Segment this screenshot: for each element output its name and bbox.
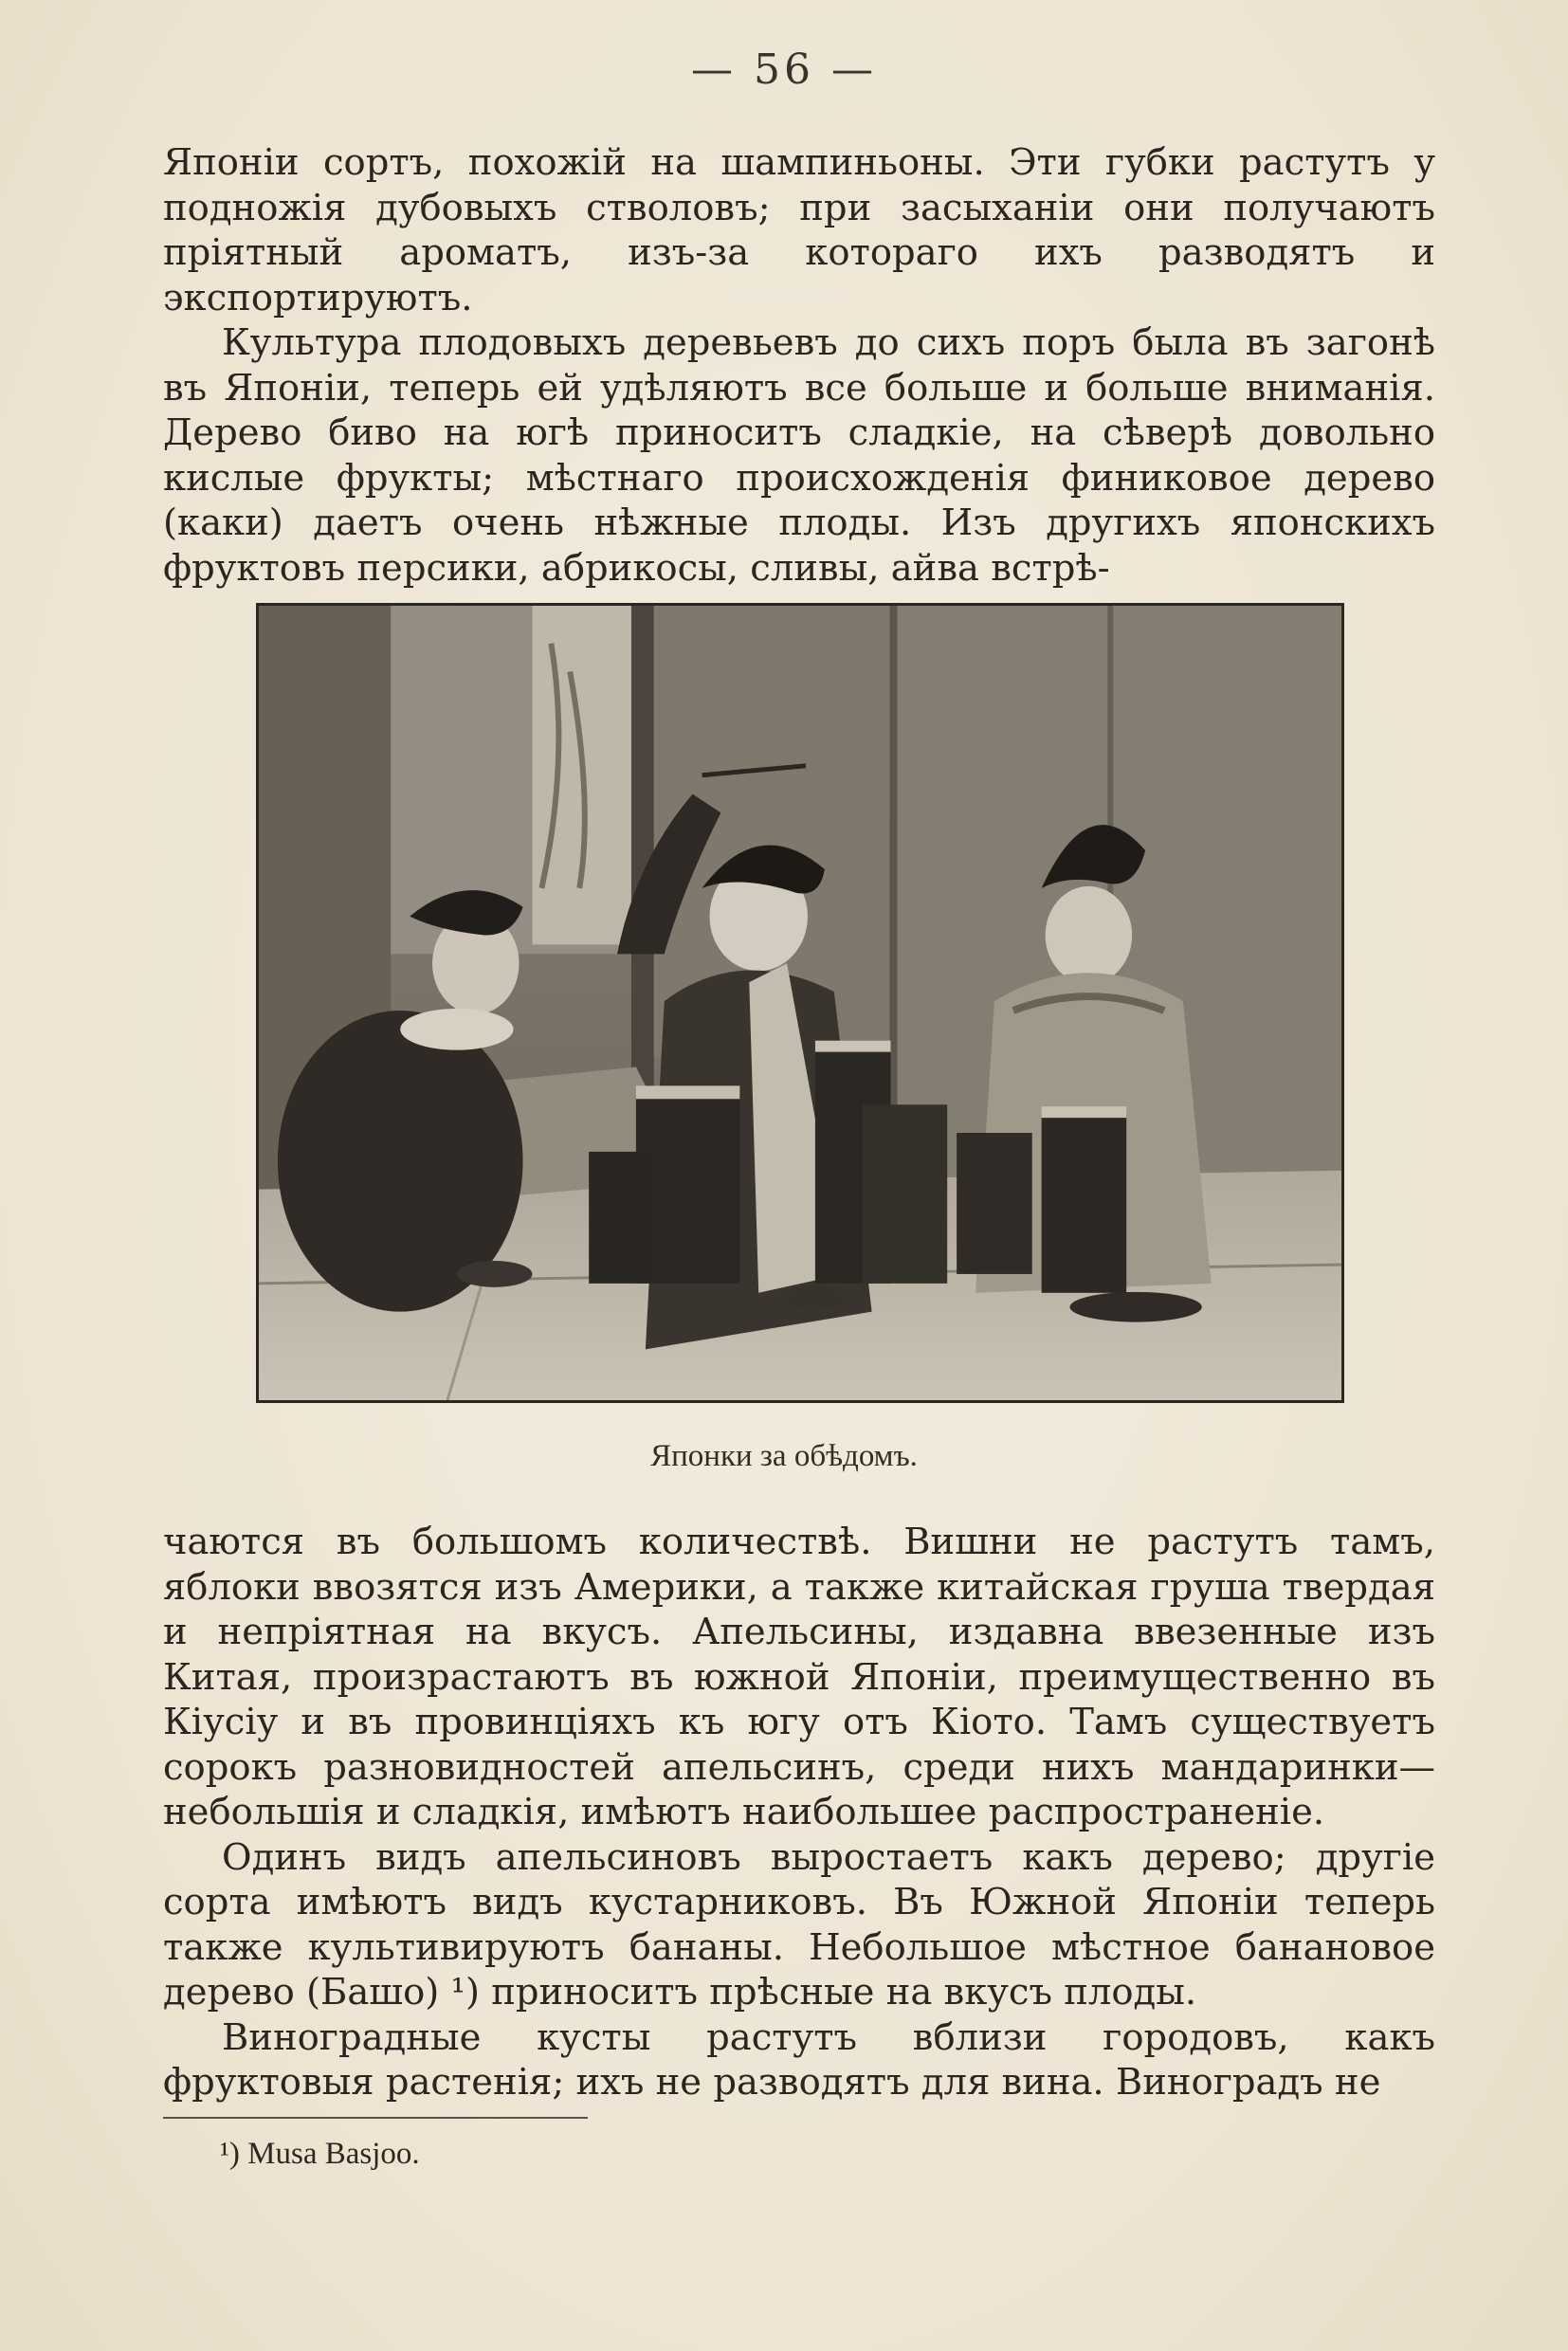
page-number: — 56 — [691, 46, 877, 94]
paragraph: чаются въ большомъ количествѣ. Вишни не растутъ тамъ, яблоки ввозятся изъ Америки, а также китайская груша твердая и непріятная на вкусъ. Апельсины, издавна ввезенные изъ Китая, произрастаютъ въ южной Японіи, преимущественно въ Кіусіу и въ провинціяхъ къ югу отъ Кіото. Тамъ существуетъ сорокъ разновидностей апельсинъ, среди нихъ мандаринки—небольшія и сладкія, имѣютъ наибольшее распространеніе. [163, 1521, 1435, 1833]
photo-caption: Японки за обѣдомъ. [650, 1439, 918, 1473]
paragraph: Виноградные кусты растутъ вблизи городовъ, какъ фруктовыя растенія; ихъ не разводятъ для вина. Виноградъ не [163, 2015, 1435, 2104]
footnote-marker: ¹) [220, 2137, 240, 2171]
photo-japanese-women-dining [256, 603, 1344, 1403]
paragraph: Японіи сортъ, похожій на шампиньоны. Эти губки растутъ у подножія дубовыхъ стволовъ; при засыханіи они получаютъ пріятный ароматъ, изъ-за котораго ихъ разводятъ и экспортируютъ. [163, 141, 1435, 319]
photo-illustration [259, 606, 1341, 1400]
paragraph: Культура плодовыхъ деревьевъ до сихъ поръ была въ загонѣ въ Японіи, теперь ей удѣляютъ все больше и больше вниманія. Дерево биво на югѣ приноситъ сладкіе, на сѣверѣ довольно кислые фрукты; мѣстнаго происхожденія финиковое дерево (каки) даетъ очень нѣжные плоды. Изъ другихъ японскихъ фруктовъ персики, абрикосы, сливы, айва встрѣ- [163, 321, 1435, 590]
text-block-top [163, 140, 1435, 591]
text-block-bottom [163, 1520, 1435, 2105]
footnote-text: Musa Basjoo. [247, 2137, 420, 2171]
paragraph: Одинъ видъ апельсиновъ выростаетъ какъ дерево; другіе сорта имѣютъ видъ кустарниковъ. Въ Южной Японіи теперь также культивируютъ бананы. Небольшое мѣстное банановое дерево (Башо) ¹) приноситъ прѣсные на вкусъ плоды. [163, 1835, 1435, 2014]
footnote-divider [163, 2117, 588, 2119]
footnote [220, 2137, 420, 2172]
